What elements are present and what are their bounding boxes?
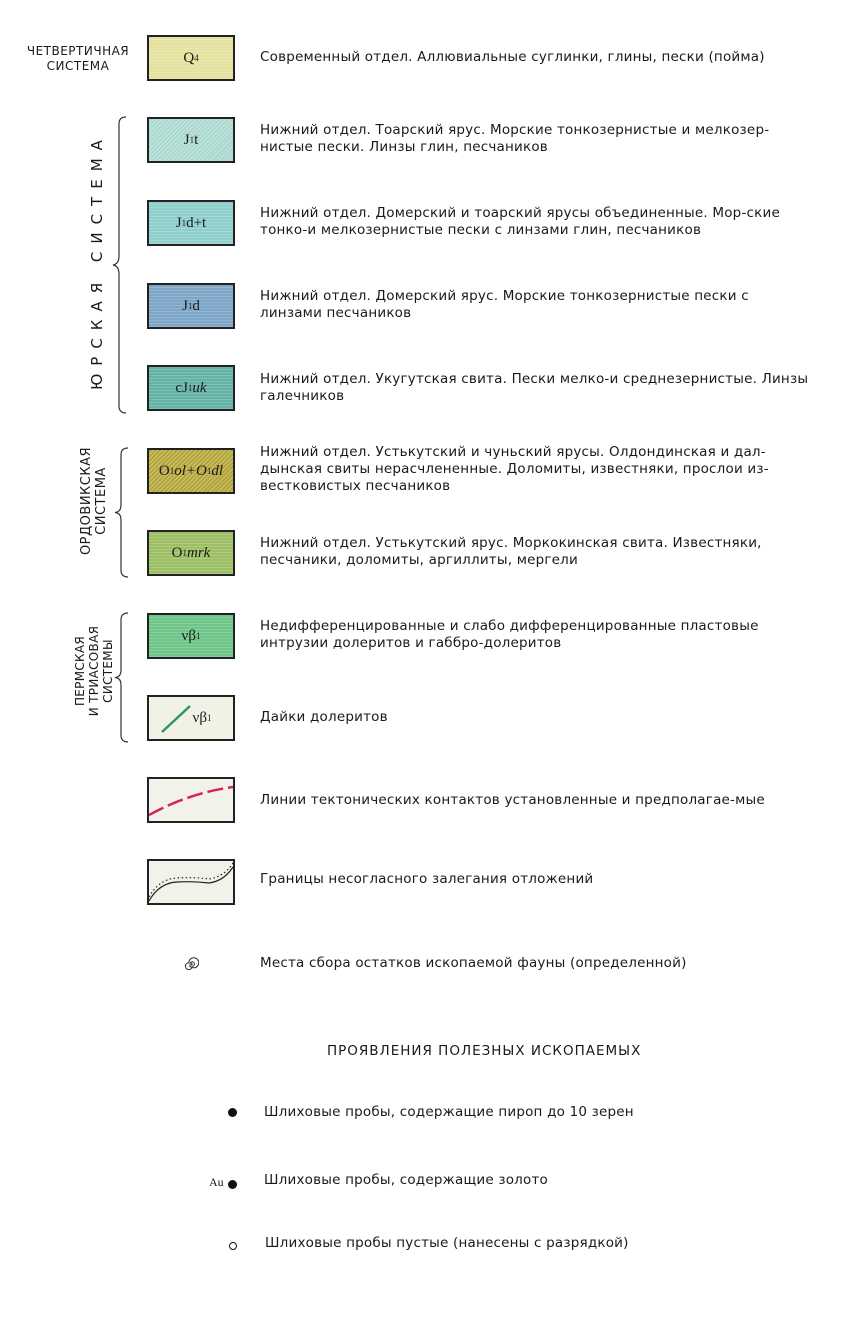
unit-description: Нижний отдел. Домерский ярус. Морские тонкозернистые пески с линзами песчаников bbox=[260, 288, 749, 321]
symbol-description: Границы несогласного залегания отложений bbox=[260, 871, 594, 887]
system-label-quaternary bbox=[14, 44, 142, 74]
system-label-line: СИСТЕМА bbox=[94, 467, 109, 535]
swatch-j1t bbox=[147, 117, 235, 163]
unconformity-line-icon bbox=[149, 861, 233, 903]
unit-index-sub: 1 bbox=[187, 383, 193, 393]
system-label-line: ОРДОВИКСКАЯ bbox=[79, 446, 94, 556]
brace-jurassic bbox=[112, 116, 128, 414]
mineral-description: Шлиховые пробы, содержащие пироп до 10 зерен bbox=[264, 1104, 634, 1120]
swatch-j1d bbox=[147, 283, 235, 329]
unit-index: O bbox=[171, 544, 183, 561]
swatch-o1mrk bbox=[147, 530, 235, 576]
system-label-ordovician bbox=[79, 441, 109, 561]
system-label-jurassic: ЮРСКАЯ СИСТЕМА bbox=[88, 132, 106, 390]
swatch-vb1-dikes bbox=[147, 695, 235, 741]
system-label-line: ЧЕТВЕРТИЧНАЯ bbox=[26, 44, 130, 58]
symbol-description: Места сбора остатков ископаемой фауны (определенной) bbox=[260, 955, 687, 971]
filled-dot-icon bbox=[228, 1108, 237, 1117]
unit-index: νβ bbox=[181, 627, 196, 644]
mineral-item bbox=[0, 1100, 847, 1124]
fossil-spiral-icon bbox=[183, 956, 199, 972]
unit-index-suffix: mrk bbox=[187, 544, 211, 561]
hollow-dot-icon bbox=[229, 1242, 237, 1250]
unit-index-sub: 1 bbox=[169, 466, 175, 476]
tectonic-line-icon bbox=[149, 779, 233, 821]
swatch-cj1uk bbox=[147, 365, 235, 411]
brace-permian-triassic bbox=[114, 612, 130, 743]
swatch-q4 bbox=[147, 35, 235, 81]
unit-index-suffix: t bbox=[194, 131, 199, 148]
system-label-line: ПЕРМСКАЯ bbox=[73, 635, 87, 707]
unit-index: J bbox=[183, 131, 190, 148]
system-label-permian-triassic bbox=[73, 611, 115, 731]
unit-index: Q bbox=[183, 49, 195, 66]
unit-index-sub: 1 bbox=[189, 135, 195, 145]
unit-index-sub: 1 bbox=[206, 466, 212, 476]
unit-index-sub: 1 bbox=[195, 631, 201, 641]
unit-description: Недифференцированные и слабо дифференцированные пластовые интрузии долеритов и габбро-долеритов bbox=[260, 618, 759, 651]
unit-index: J bbox=[175, 214, 182, 231]
unit-index: O bbox=[158, 462, 170, 479]
system-label-line: СИСТЕМЫ bbox=[101, 639, 115, 703]
unit-index: νβ bbox=[192, 709, 207, 726]
unit-description: Современный отдел. Аллювиальные суглинки, глины, пески (пойма) bbox=[260, 49, 765, 65]
unit-index-sub: 1 bbox=[206, 713, 212, 723]
unit-index-suffix: d bbox=[192, 297, 200, 314]
mineral-prefix: Au bbox=[209, 1175, 224, 1189]
unit-index-suffix: uk bbox=[192, 379, 207, 396]
swatch-j1dt bbox=[147, 200, 235, 246]
unit-index-suffix: d+t bbox=[186, 214, 207, 231]
unit-index: J bbox=[182, 297, 188, 314]
system-label-line: И ТРИАСОВАЯ bbox=[87, 625, 101, 717]
minerals-section-title: ПРОЯВЛЕНИЯ ПОЛЕЗНЫХ ИСКОПАЕМЫХ bbox=[327, 1043, 642, 1059]
unit-description: Нижний отдел. Тоарский ярус. Морские тонкозернистые и мелкозер-нистые пески. Линзы глин, песчаников bbox=[260, 122, 770, 155]
mineral-description: Шлиховые пробы пустые (нанесены с разрядкой) bbox=[265, 1235, 629, 1251]
symbol-description: Линии тектонических контактов установленные и предполагае-мые bbox=[260, 792, 765, 808]
unit-index-sub: 1 bbox=[181, 218, 187, 228]
unit-index-suffix: dl bbox=[211, 462, 224, 479]
swatch-o1ol-o1dl bbox=[147, 448, 235, 494]
mineral-item bbox=[0, 1172, 847, 1196]
mineral-description: Шлиховые пробы, содержащие золото bbox=[264, 1172, 548, 1188]
swatch-vb1-intrusions bbox=[147, 613, 235, 659]
unit-index: cJ bbox=[175, 379, 188, 396]
unit-index-sub: 1 bbox=[182, 548, 187, 558]
mineral-item bbox=[0, 1234, 847, 1258]
unit-description: Нижний отдел. Устькутский и чуньский ярусы. Олдондинская и дал-дынская свиты нерасчлененные. Доломиты, известняки, прослои из-вестковистых песчаников bbox=[260, 444, 769, 494]
unit-description: Нижний отдел. Устькутский ярус. Моркокинская свита. Известняки, песчаники, доломиты, аргиллиты, мергели bbox=[260, 535, 762, 568]
unit-index-sub: 1 bbox=[187, 301, 193, 311]
system-label-line: СИСТЕМА bbox=[46, 59, 110, 73]
unit-description: Нижний отдел. Домерский и тоарский ярусы объединенные. Мор-ские тонко-и мелкозернистые пески с линзами глин, песчаников bbox=[260, 205, 780, 238]
unit-index-sub: 4 bbox=[194, 53, 199, 63]
swatch-unconformity bbox=[147, 859, 235, 905]
dike-line-icon bbox=[159, 703, 195, 735]
unit-description: Дайки долеритов bbox=[260, 709, 388, 725]
swatch-tectonic-contact bbox=[147, 777, 235, 823]
brace-ordovician bbox=[114, 447, 130, 578]
filled-dot-icon bbox=[228, 1180, 237, 1189]
unit-description: Нижний отдел. Укугутская свита. Пески мелко-и среднезернистые. Линзы галечников bbox=[260, 371, 809, 404]
unit-index-suffix: ol+O bbox=[174, 462, 207, 479]
